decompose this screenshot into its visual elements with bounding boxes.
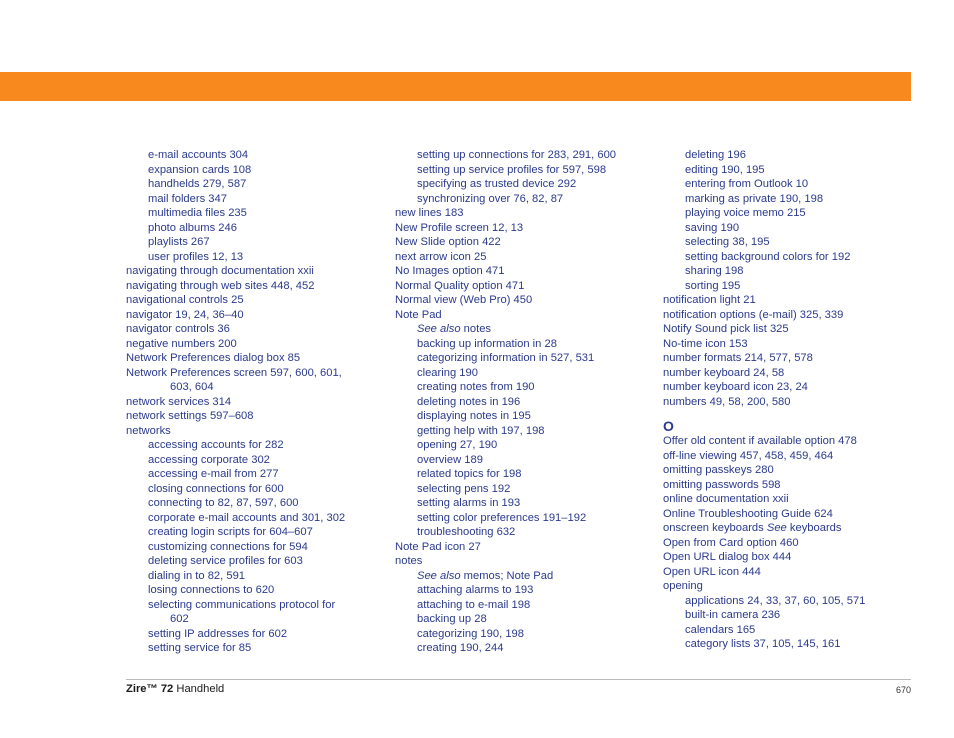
- index-entry: [126, 264, 381, 279]
- entry-text: accessing e-mail from 277: [148, 468, 279, 480]
- entry-text: specifying as trusted device 292: [417, 178, 577, 190]
- entry-text: editing 190, 195: [685, 163, 765, 176]
- entry-text: network services 314: [126, 395, 232, 408]
- index-subentry: [395, 366, 650, 381]
- index-subentry: [395, 453, 650, 468]
- entry-text: attaching to e-mail 198: [417, 598, 531, 611]
- entry-text: number keyboard 24, 58: [663, 366, 785, 379]
- entry-text: connecting to 82, 87, 597, 600: [148, 497, 299, 509]
- entry-text: 603, 604: [170, 381, 214, 393]
- index-entry: [395, 554, 650, 569]
- index-subentry: [395, 467, 650, 482]
- entry-text: marking as private 190, 198: [685, 192, 824, 205]
- entry-text: networks: [126, 424, 171, 437]
- entry-text-after: keyboards: [786, 522, 842, 534]
- index-subentry: [663, 594, 913, 609]
- index-entry: [126, 337, 381, 352]
- entry-text: playing voice memo 215: [685, 207, 806, 219]
- index-entry: [126, 366, 381, 381]
- index-entry: [126, 322, 381, 337]
- entry-text: corporate e-mail accounts and 301, 302: [148, 511, 346, 524]
- index-entry: [126, 395, 381, 410]
- index-subentry: [395, 409, 650, 424]
- index-entry: [126, 351, 381, 366]
- entry-text: photo albums 246: [148, 221, 237, 234]
- index-subentry: [126, 192, 381, 207]
- index-entry: [663, 322, 913, 337]
- entry-text: selecting pens 192: [417, 482, 511, 495]
- entry-text: Notify Sound pick list 325: [663, 323, 789, 335]
- index-entry: [126, 308, 381, 323]
- index-subentry: [126, 482, 381, 497]
- entry-text: mail folders 347: [148, 192, 227, 205]
- entry-text: notification light 21: [663, 294, 756, 306]
- entry-text: number keyboard icon 23, 24: [663, 381, 808, 393]
- entry-text: clearing 190: [417, 366, 478, 379]
- index-subentry: [395, 525, 650, 540]
- entry-text: accessing corporate 302: [148, 453, 270, 466]
- index-column-3: [663, 148, 913, 652]
- page-number: 670: [895, 685, 911, 695]
- index-entry: [663, 366, 913, 381]
- entry-text: entering from Outlook 10: [685, 178, 809, 190]
- entry-text: troubleshooting 632: [417, 526, 516, 538]
- entry-text: categorizing 190, 198: [417, 627, 524, 640]
- index-subentry: [663, 264, 913, 279]
- entry-text: new lines 183: [395, 207, 464, 219]
- entry-text: calendars 165: [685, 623, 756, 636]
- cross-reference-label: See also: [417, 569, 461, 582]
- index-subentry: [663, 637, 913, 652]
- index-subentry: [126, 250, 381, 265]
- entry-text: setting alarms in 193: [417, 497, 521, 509]
- index-subentry: [663, 279, 913, 294]
- entry-text: closing connections for 600: [148, 482, 284, 495]
- entry-text: handhelds 279, 587: [148, 178, 247, 190]
- entry-text: displaying notes in 195: [417, 410, 531, 422]
- index-subentry: [126, 627, 381, 642]
- entry-text: dialing in to 82, 591: [148, 569, 246, 582]
- index-subentry: [395, 641, 650, 656]
- index-subentry: [663, 206, 913, 221]
- index-subentry: [126, 511, 381, 526]
- entry-text: saving 190: [685, 221, 740, 234]
- index-subentry: [395, 583, 650, 598]
- index-subentry: [126, 525, 381, 540]
- entry-text: Network Preferences screen 597, 600, 601,: [126, 366, 342, 379]
- entry-text: Normal view (Web Pro) 450: [395, 294, 533, 306]
- index-subentry: [663, 163, 913, 178]
- index-subentry: [126, 163, 381, 178]
- index-subentry: [126, 598, 381, 613]
- index-subentry: [395, 438, 650, 453]
- index-subentry: [395, 395, 650, 410]
- entry-text: setting color preferences 191–192: [417, 511, 587, 524]
- entry-text: selecting communications protocol for: [148, 598, 336, 611]
- entry-text: overview 189: [417, 453, 483, 466]
- footer-divider: [126, 679, 911, 680]
- entry-text: notes: [460, 323, 492, 335]
- header-banner: [0, 72, 911, 101]
- index-entry: [126, 279, 381, 294]
- index-entry: [126, 409, 381, 424]
- entry-text: network settings 597–608: [126, 410, 254, 422]
- entry-text: Online Troubleshooting Guide 624: [663, 507, 833, 520]
- index-entry: [126, 293, 381, 308]
- entry-text: No Images option 471: [395, 265, 505, 277]
- entry-text: Normal Quality option 471: [395, 279, 525, 292]
- entry-text: losing connections to 620: [148, 584, 275, 596]
- index-subentry: [395, 496, 650, 511]
- entry-text: user profiles 12, 13: [148, 250, 244, 263]
- index-subentry: [395, 148, 650, 163]
- entry-text: navigator controls 36: [126, 323, 230, 335]
- index-subentry: [395, 380, 650, 395]
- cross-reference-label: See: [766, 522, 787, 534]
- entry-text: New Profile screen 12, 13: [395, 221, 524, 234]
- entry-text: applications 24, 33, 37, 60, 105, 571: [685, 594, 866, 607]
- index-entry: [395, 221, 650, 236]
- entry-text: opening 27, 190: [417, 439, 498, 451]
- index-subentry: [126, 569, 381, 584]
- entry-text: setting up connections for 283, 291, 600: [417, 149, 617, 161]
- index-subentry: [663, 148, 913, 163]
- index-subentry: [126, 540, 381, 555]
- entry-text: Open URL dialog box 444: [663, 551, 792, 563]
- index-subentry: [126, 438, 381, 453]
- entry-text: setting IP addresses for 602: [148, 627, 288, 640]
- entry-text: built-in camera 236: [685, 609, 781, 621]
- index-entry: [663, 478, 913, 493]
- entry-text: online documentation xxii: [663, 493, 789, 505]
- index-entry: [395, 293, 650, 308]
- entry-text: Network Preferences dialog box 85: [126, 352, 301, 364]
- index-subentry: [395, 192, 650, 207]
- entry-text: next arrow icon 25: [395, 250, 487, 263]
- index-subentry: [126, 496, 381, 511]
- index-subentry: [126, 641, 381, 656]
- footer-product-title: [126, 683, 224, 695]
- entry-text: deleting 196: [685, 149, 746, 161]
- section-letter: O: [663, 418, 674, 434]
- index-subentry: [663, 221, 913, 236]
- entry-text: synchronizing over 76, 82, 87: [417, 192, 564, 205]
- entry-text: number formats 214, 577, 578: [663, 352, 813, 364]
- entry-text: expansion cards 108: [148, 163, 252, 176]
- entry-text: category lists 37, 105, 145, 161: [685, 638, 841, 650]
- entry-text: No-time icon 153: [663, 337, 748, 350]
- entry-text: setting up service profiles for 597, 598: [417, 163, 607, 176]
- entry-text: categorizing information in 527, 531: [417, 352, 595, 364]
- index-subentry: [126, 554, 381, 569]
- index-entry: [663, 293, 913, 308]
- index-entry: [663, 449, 913, 464]
- entry-text: playlists 267: [148, 236, 210, 248]
- index-subentry: [663, 608, 913, 623]
- index-subentry: [126, 177, 381, 192]
- index-subentry: [395, 511, 650, 526]
- entry-text: Offer old content if available option 478: [663, 435, 857, 447]
- index-subentry: [663, 623, 913, 638]
- footer-product-suffix: Handheld: [173, 683, 225, 695]
- entry-text: numbers 49, 58, 200, 580: [663, 395, 791, 408]
- entry-text: sorting 195: [685, 279, 741, 292]
- entry-text: e-mail accounts 304: [148, 149, 249, 161]
- entry-text: Note Pad icon 27: [395, 540, 481, 553]
- entry-text: selecting 38, 195: [685, 236, 770, 248]
- entry-text: setting background colors for 192: [685, 250, 851, 263]
- entry-text: memos; Note Pad: [460, 569, 554, 582]
- entry-text: deleting notes in 196: [417, 395, 521, 408]
- entry-text: omitting passkeys 280: [663, 464, 774, 476]
- index-subentry: [126, 221, 381, 236]
- index-entry: [663, 337, 913, 352]
- entry-text: creating notes from 190: [417, 381, 535, 393]
- index-subentry: [395, 177, 650, 192]
- entry-text: navigating through documentation xxii: [126, 265, 314, 277]
- entry-text: navigating through web sites 448, 452: [126, 279, 315, 292]
- index-entry: [395, 264, 650, 279]
- entry-text: Open URL icon 444: [663, 565, 761, 578]
- index-entry: [663, 463, 913, 478]
- index-subentry: [395, 337, 650, 352]
- index-column-1: [126, 148, 381, 656]
- entry-text: onscreen keyboards: [663, 522, 767, 534]
- footer-product-name: Zire™ 72: [126, 683, 174, 695]
- index-entry: [663, 395, 913, 410]
- index-entry: [395, 540, 650, 555]
- index-entry: [395, 206, 650, 221]
- entry-text: notes: [395, 555, 423, 567]
- index-subentry: [126, 453, 381, 468]
- cross-reference-label: See also: [417, 323, 461, 335]
- entry-text: Open from Card option 460: [663, 536, 799, 549]
- index-subentry: [395, 482, 650, 497]
- index-entry: [395, 250, 650, 265]
- index-entry: [395, 235, 650, 250]
- index-subentry: [395, 424, 650, 439]
- index-entry: [663, 507, 913, 522]
- index-entry: [663, 492, 913, 507]
- index-entry: [663, 521, 913, 536]
- index-entry: [663, 380, 913, 395]
- index-entry: [126, 424, 381, 439]
- entry-text: opening: [663, 580, 703, 592]
- index-subentry: [395, 322, 650, 337]
- entry-text: deleting service profiles for 603: [148, 555, 303, 567]
- entry-text: attaching alarms to 193: [417, 584, 534, 596]
- entry-text: 602: [170, 613, 189, 625]
- entry-text: accessing accounts for 282: [148, 439, 284, 451]
- index-subentry: [126, 235, 381, 250]
- index-subentry: [395, 627, 650, 642]
- entry-text: New Slide option 422: [395, 236, 501, 248]
- index-subentry: [663, 250, 913, 265]
- index-subentry: [395, 612, 650, 627]
- entry-text: sharing 198: [685, 265, 744, 277]
- index-subentry: [126, 583, 381, 598]
- index-subentry: [126, 148, 381, 163]
- entry-text: navigational controls 25: [126, 294, 244, 306]
- index-subentry: [395, 351, 650, 366]
- entry-text: notification options (e-mail) 325, 339: [663, 308, 844, 321]
- index-continuation: [126, 380, 381, 395]
- index-subentry: [663, 177, 913, 192]
- index-entry: [663, 536, 913, 551]
- entry-text: customizing connections for 594: [148, 540, 308, 553]
- entry-text: getting help with 197, 198: [417, 424, 545, 437]
- entry-text: omitting passwords 598: [663, 478, 781, 491]
- index-entry: [663, 351, 913, 366]
- entry-text: Note Pad: [395, 308, 442, 321]
- index-subentry: [395, 569, 650, 584]
- entry-text: multimedia files 235: [148, 207, 247, 219]
- index-subentry: [126, 467, 381, 482]
- entry-text: related topics for 198: [417, 468, 522, 480]
- index-continuation: [126, 612, 381, 627]
- entry-text: navigator 19, 24, 36–40: [126, 308, 244, 321]
- section-gap: [663, 409, 913, 419]
- index-entry: [663, 565, 913, 580]
- entry-text: off-line viewing 457, 458, 459, 464: [663, 449, 834, 462]
- entry-text: backing up 28: [417, 613, 487, 625]
- index-subentry: [395, 598, 650, 613]
- index-entry: [663, 308, 913, 323]
- index-column-2: [395, 148, 650, 656]
- entry-text: negative numbers 200: [126, 337, 237, 350]
- entry-text: setting service for 85: [148, 642, 252, 654]
- index-subentry: [663, 235, 913, 250]
- entry-text: creating 190, 244: [417, 642, 504, 654]
- index-entry: [395, 308, 650, 323]
- entry-text: backing up information in 28: [417, 337, 557, 350]
- index-entry: [663, 579, 913, 594]
- index-entry: [395, 279, 650, 294]
- index-subentry: [663, 192, 913, 207]
- entry-text: creating login scripts for 604–607: [148, 526, 313, 538]
- index-subentry: [395, 163, 650, 178]
- index-subentry: [126, 206, 381, 221]
- index-entry: [663, 434, 913, 449]
- index-entry: [663, 550, 913, 565]
